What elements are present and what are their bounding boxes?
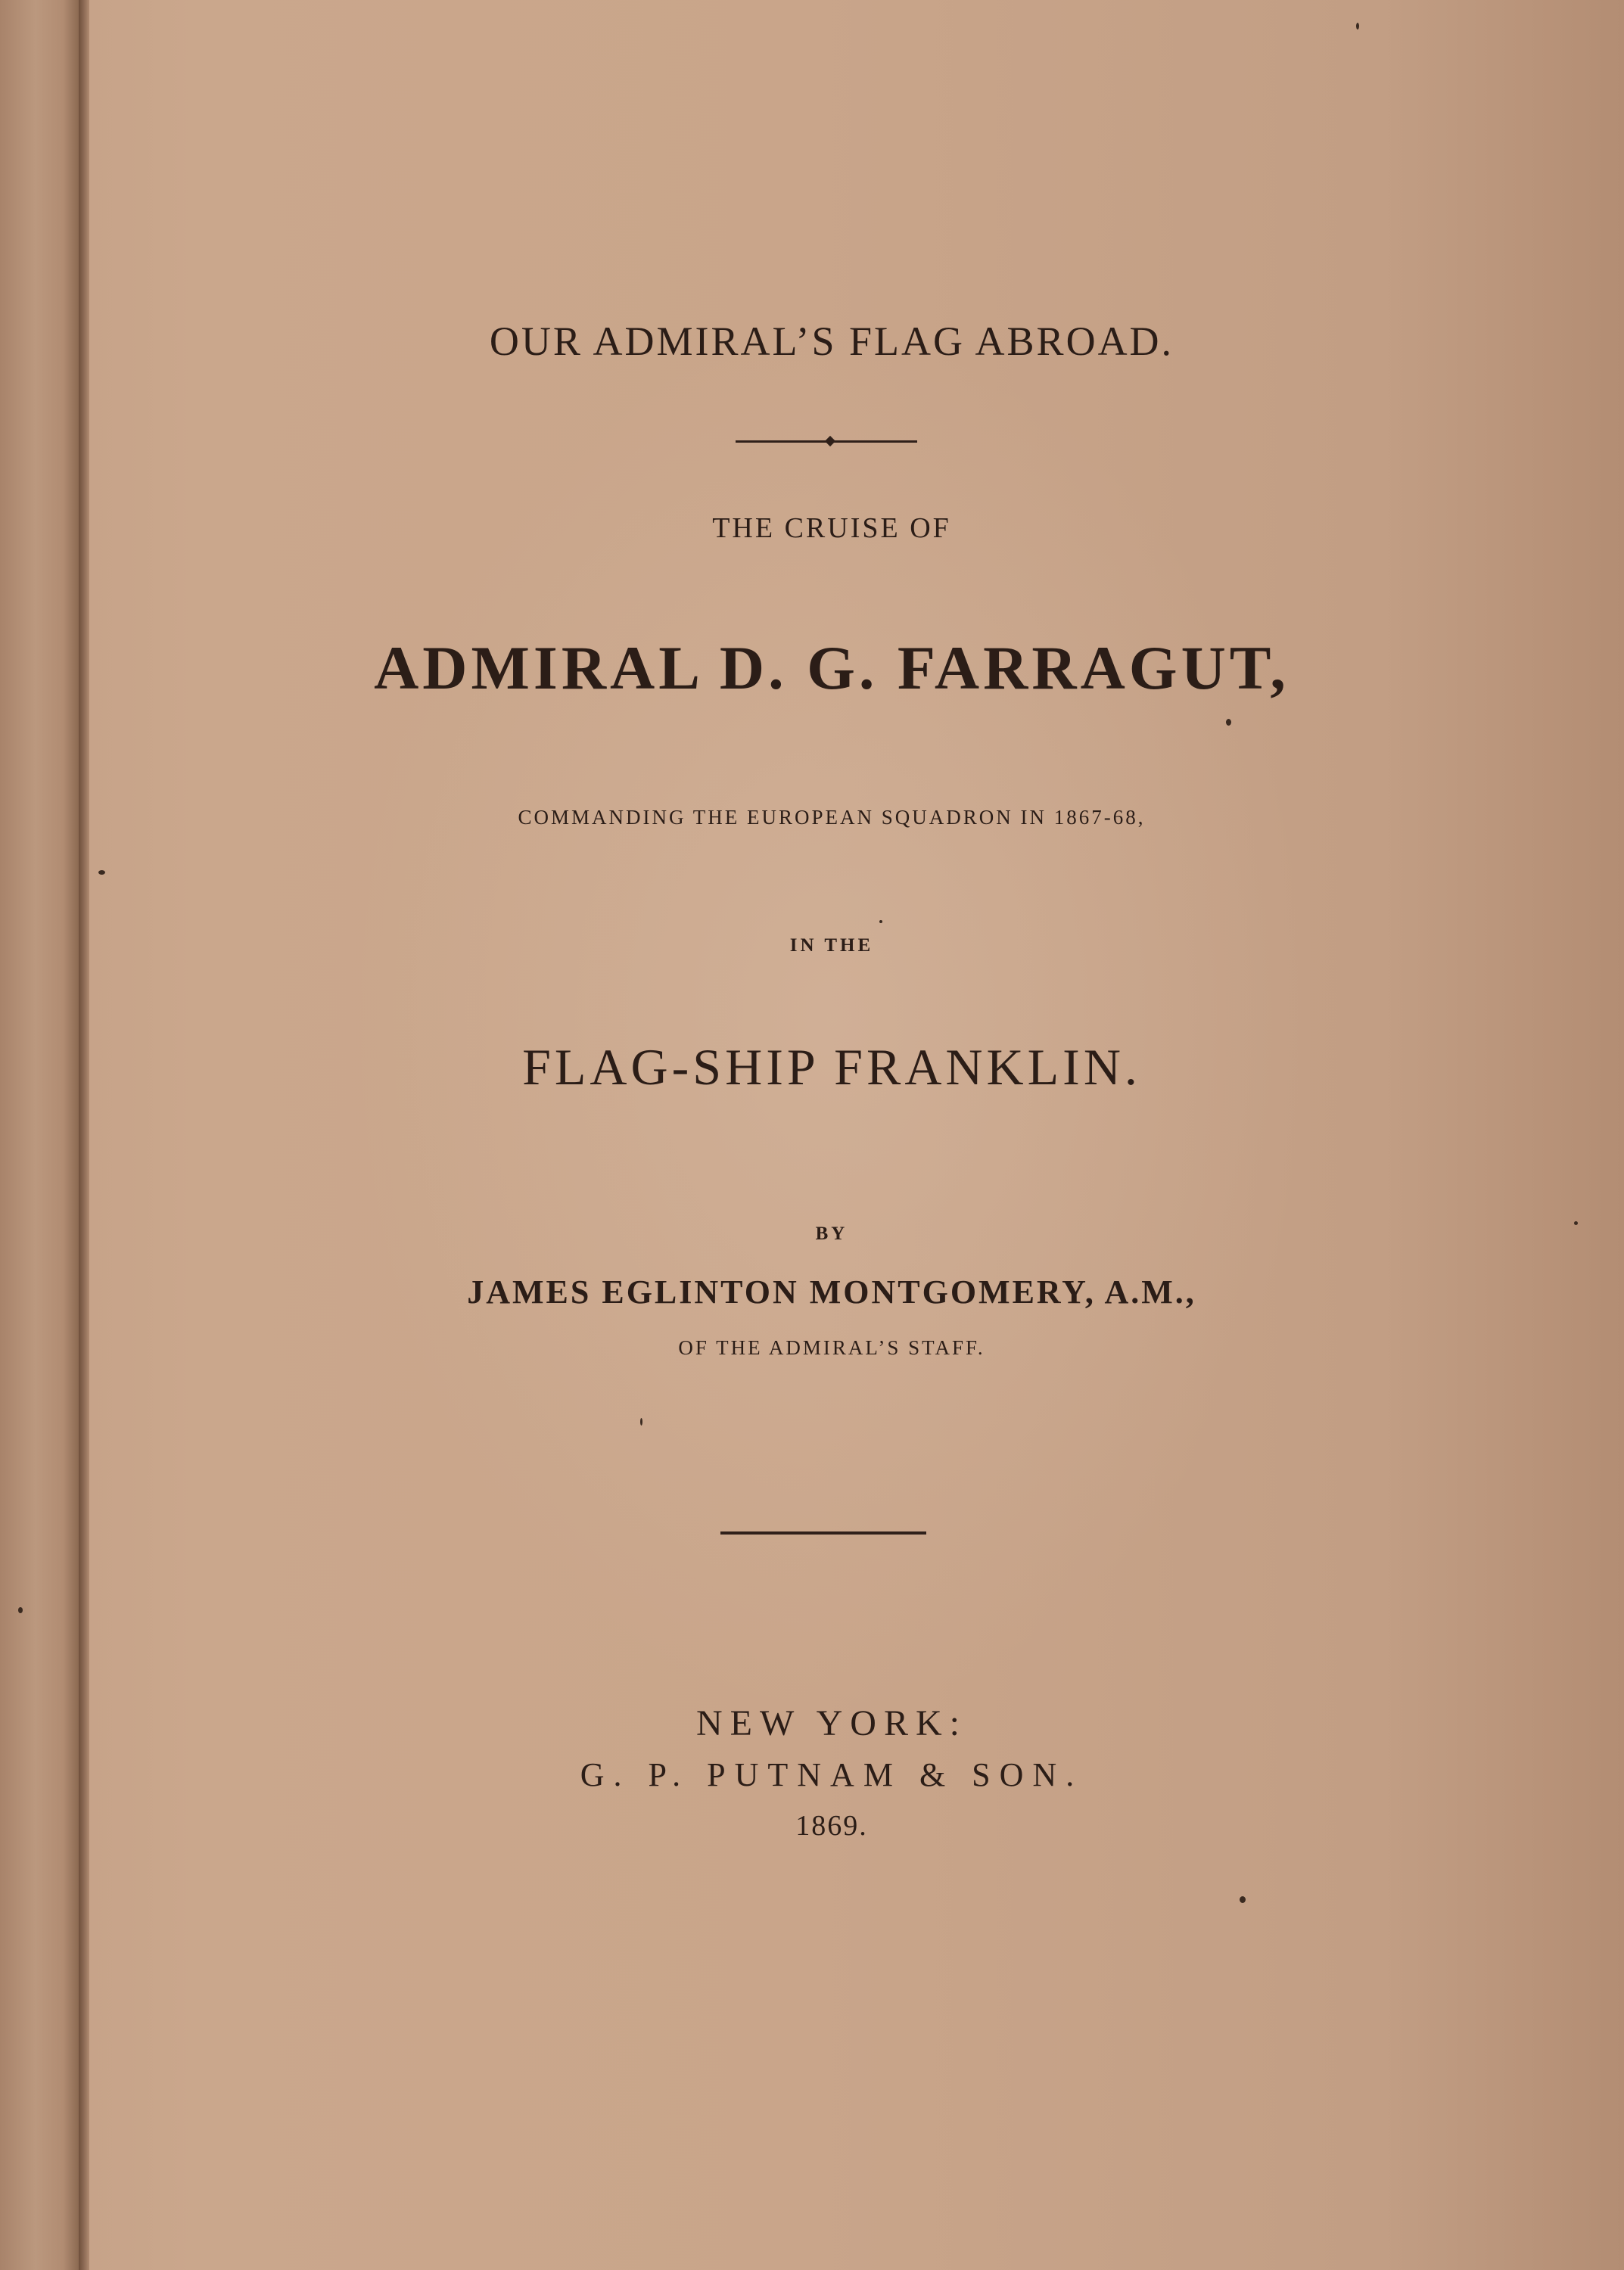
paper-speck	[1356, 23, 1359, 30]
book-gutter	[79, 0, 89, 2270]
imprint-place: NEW YORK:	[696, 1703, 967, 1743]
in-the-line: IN THE	[789, 935, 874, 956]
cruise-of-line: THE CRUISE OF	[712, 512, 951, 544]
command-line: COMMANDING THE EUROPEAN SQUADRON IN 1867-68,	[518, 806, 1146, 829]
rule-ornament	[825, 436, 835, 446]
paper-speck	[879, 920, 882, 923]
imprint-year: 1869.	[795, 1810, 868, 1842]
imprint-publisher: G. P. PUTNAM & SON.	[580, 1756, 1084, 1793]
paper-speck	[640, 1418, 642, 1426]
admiral-name: ADMIRAL D. G. FARRAGUT,	[374, 633, 1290, 702]
paper-speck	[1574, 1221, 1578, 1225]
paper-speck	[1226, 719, 1231, 726]
rule-middle	[720, 1531, 926, 1535]
series-title: OUR ADMIRAL’S FLAG ABROAD.	[489, 319, 1174, 364]
paper-speck	[98, 870, 105, 875]
paper-speck	[1240, 1896, 1246, 1903]
by-line: BY	[815, 1224, 848, 1244]
paper-speck	[18, 1607, 23, 1613]
author-role: OF THE ADMIRAL’S STAFF.	[678, 1336, 985, 1359]
author-name: JAMES EGLINTON MONTGOMERY, A.M.,	[467, 1273, 1196, 1311]
left-page-edge	[0, 0, 79, 2270]
flagship-name: FLAG-SHIP FRANKLIN.	[522, 1038, 1141, 1096]
